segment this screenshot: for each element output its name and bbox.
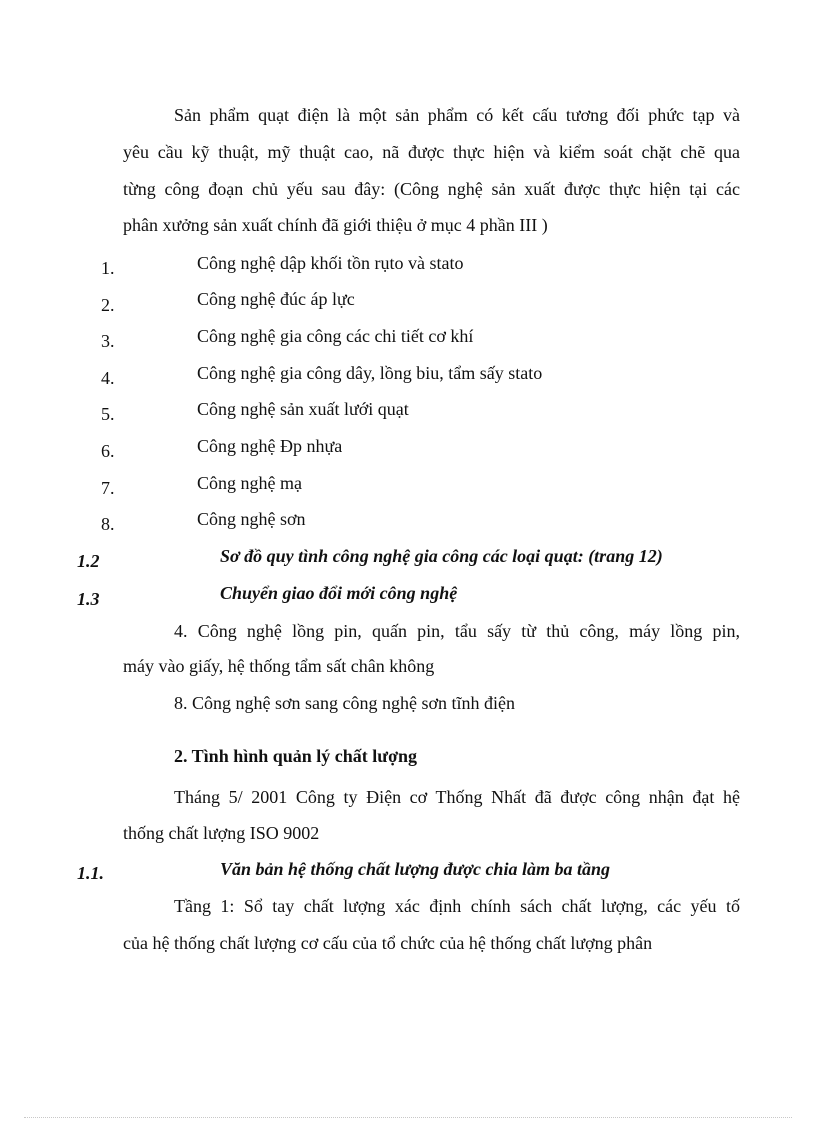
heading-1-1-title: Văn bản hệ thống chất lượng được chia làm ba tầng	[220, 859, 610, 879]
list-number-2: 2.	[101, 295, 115, 315]
transfer-line-2: máy vào giấy, hệ thống tẩm sất chân không	[123, 656, 435, 676]
list-number-4: 4.	[101, 368, 115, 388]
section-2-line-2: thống chất lượng ISO 9002	[123, 823, 320, 843]
transfer-line-1: 4. Công nghệ lồng pin, quấn pin, tẩu sấy từ thủ công, máy lồng pin,	[174, 621, 740, 641]
transfer-line-3: 8. Công nghệ sơn sang công nghệ sơn tĩnh điện	[174, 693, 516, 713]
list-item-1: Công nghệ dập khối tồn rụto và stato	[197, 253, 464, 273]
list-number-1: 1.	[101, 258, 115, 278]
section-2-title: 2. Tình hình quản lý chất lượng	[174, 746, 418, 766]
list-number-5: 5.	[101, 404, 115, 424]
tier-line-1: Tầng 1: Sổ tay chất lượng xác định chính sách chất lượng, các yếu tố	[174, 896, 740, 916]
heading-1-2-title: Sơ đồ quy tình công nghệ gia công các loại quạt: (trang 12)	[220, 546, 663, 566]
list-number-6: 6.	[101, 441, 115, 461]
page-bottom-divider	[24, 1117, 792, 1118]
list-item-3: Công nghệ gia công các chi tiết cơ khí	[197, 326, 474, 346]
list-item-7: Công nghệ mạ	[197, 473, 302, 493]
intro-line-1: Sản phẩm quạt điện là một sản phẩm có kết cấu tương đối phức tạp và	[174, 105, 740, 125]
list-number-7: 7.	[101, 478, 115, 498]
intro-line-3: từng công đoạn chủ yếu sau đây: (Công nghệ sản xuất được thực hiện tại các	[123, 179, 740, 199]
list-number-3: 3.	[101, 331, 115, 351]
intro-line-2: yêu cầu kỹ thuật, mỹ thuật cao, nã được thực hiện và kiểm soát chặt chẽ qua	[123, 142, 740, 162]
heading-1-1-number: 1.1.	[77, 863, 104, 883]
list-item-2: Công nghệ đúc áp lực	[197, 289, 355, 309]
list-item-8: Công nghệ sơn	[197, 509, 306, 529]
heading-1-3-number: 1.3	[77, 589, 100, 609]
list-item-5: Công nghệ sản xuất lưới quạt	[197, 399, 409, 419]
tier-line-2: của hệ thống chất lượng cơ cấu của tổ chức của hệ thống chất lượng phân	[123, 933, 653, 953]
list-item-6: Công nghệ Đp nhựa	[197, 436, 343, 456]
heading-1-2-number: 1.2	[77, 551, 100, 571]
intro-line-4: phân xưởng sản xuất chính đã giới thiệu ở mục 4 phần III )	[123, 215, 548, 235]
heading-1-3-title: Chuyển giao đổi mới công nghệ	[220, 583, 458, 603]
list-number-8: 8.	[101, 514, 115, 534]
section-2-line-1: Tháng 5/ 2001 Công ty Điện cơ Thống Nhất đã được công nhận đạt hệ	[174, 787, 740, 807]
list-item-4: Công nghệ gia công dây, lồng biu, tẩm sấy stato	[197, 363, 543, 383]
